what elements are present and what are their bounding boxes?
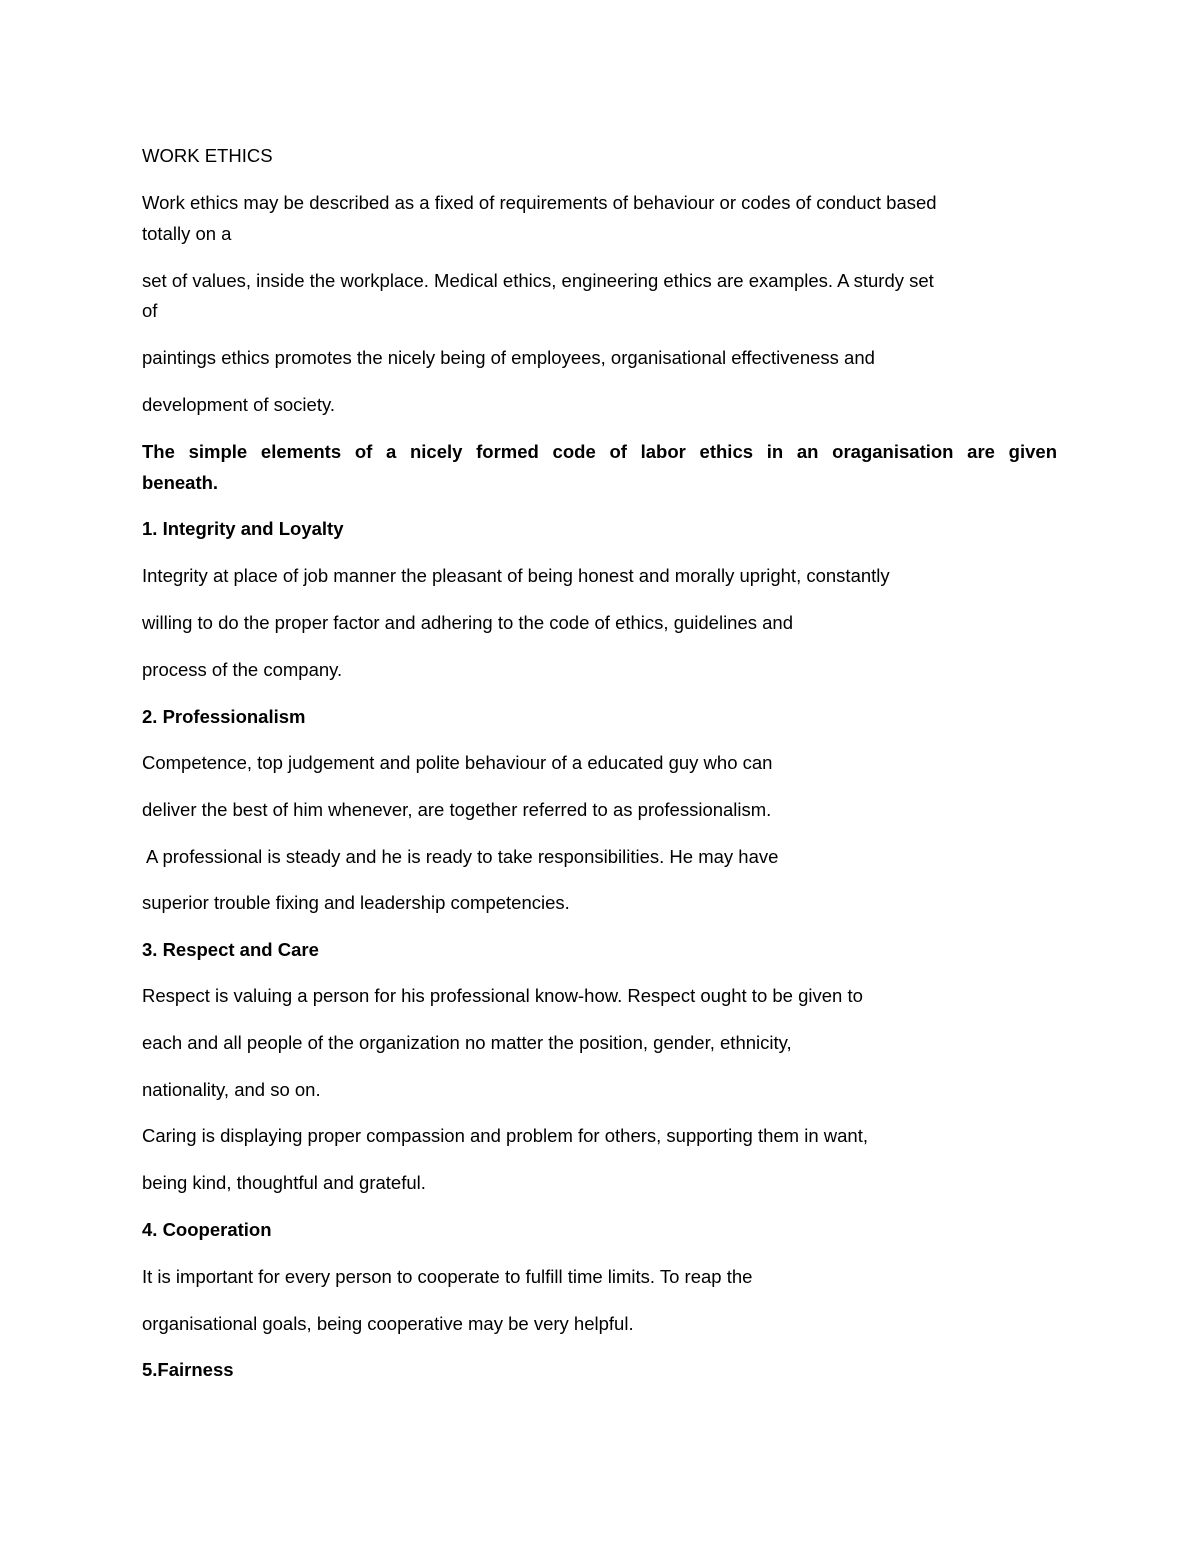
- intro-line: Work ethics may be described as a fixed of requirements of behaviour or codes of conduct based: [142, 192, 937, 213]
- document-title: WORK ETHICS: [142, 145, 273, 166]
- intro-line: set of values, inside the workplace. Medical ethics, engineering ethics are examples. A sturdy set: [142, 270, 934, 291]
- section-line: each and all people of the organization no matter the position, gender, ethnicity,: [142, 1032, 792, 1053]
- intro-line: development of society.: [142, 394, 335, 415]
- section-line: nationality, and so on.: [142, 1079, 321, 1100]
- section-line: Caring is displaying proper compassion and problem for others, supporting them in want,: [142, 1125, 868, 1146]
- elements-intro-line: beneath.: [142, 472, 219, 493]
- section-heading-fairness: 5.Fairness: [142, 1359, 234, 1380]
- section-line: Respect is valuing a person for his professional know-how. Respect ought to be given to: [142, 985, 863, 1006]
- intro-line: of: [142, 300, 158, 321]
- section-line: process of the company.: [142, 659, 343, 680]
- section-line: Competence, top judgement and polite behaviour of a educated guy who can: [142, 752, 773, 773]
- section-line: Integrity at place of job manner the pleasant of being honest and morally upright, constantly: [142, 565, 890, 586]
- section-line: A professional is steady and he is ready to take responsibilities. He may have: [146, 846, 779, 867]
- section-line: willing to do the proper factor and adhering to the code of ethics, guidelines and: [142, 612, 794, 633]
- intro-line: paintings ethics promotes the nicely being of employees, organisational effectiveness and: [142, 347, 875, 368]
- intro-line: totally on a: [142, 223, 232, 244]
- section-line: being kind, thoughtful and grateful.: [142, 1172, 426, 1193]
- section-heading-integrity: 1. Integrity and Loyalty: [142, 518, 344, 539]
- section-heading-professionalism: 2. Professionalism: [142, 706, 306, 727]
- section-heading-respect: 3. Respect and Care: [142, 939, 319, 960]
- section-line: deliver the best of him whenever, are together referred to as professionalism.: [142, 799, 772, 820]
- section-line: organisational goals, being cooperative may be very helpful.: [142, 1313, 634, 1334]
- section-line: It is important for every person to cooperate to fulfill time limits. To reap the: [142, 1266, 753, 1287]
- section-heading-cooperation: 4. Cooperation: [142, 1219, 272, 1240]
- section-line: superior trouble fixing and leadership competencies.: [142, 892, 570, 913]
- elements-intro-line: The simple elements of a nicely formed code of labor ethics in an oraganisation are given: [142, 441, 1057, 462]
